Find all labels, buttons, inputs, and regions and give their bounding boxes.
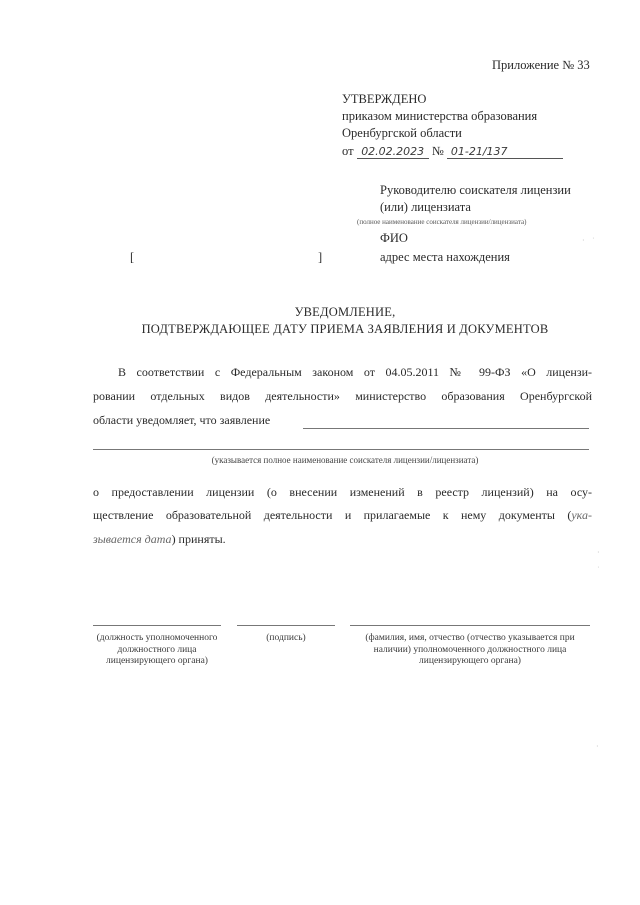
- scan-speck: ˙: [597, 565, 600, 574]
- order-number: 01-21/137: [447, 145, 563, 159]
- applicant-name-line: [303, 428, 589, 429]
- signature-caption: (подпись): [266, 633, 306, 643]
- paragraph-1-line-1: В соответствии с Федеральным законом от 04.05.2011 № 99-ФЗ «О лицензи-: [118, 365, 592, 379]
- bracket-left: [: [130, 250, 135, 264]
- paragraph-2-line-2-text: ществление образовательной деятельности и прилагаемые к нему документы (: [93, 508, 572, 522]
- position-line: [93, 625, 221, 626]
- name-line: [350, 625, 590, 626]
- addressee-fio: ФИО: [380, 231, 408, 245]
- italic-note-part-2: зывается дата: [93, 532, 172, 546]
- addressee-line-2: (или) лицензиата: [380, 200, 471, 214]
- appendix-number: Приложение № 33: [492, 58, 590, 72]
- order-line-2: Оренбургской области: [342, 126, 462, 140]
- scan-speck: ˙: [592, 236, 595, 245]
- paragraph-2-line-3: [93, 528, 226, 551]
- order-line-1: приказом министерства образования: [342, 109, 538, 123]
- italic-note-part-1: ука-: [571, 508, 592, 522]
- approved-label: УТВЕРЖДЕНО: [342, 92, 427, 106]
- addressee-address: адрес места нахождения: [380, 250, 510, 264]
- scan-speck: ·: [597, 548, 600, 557]
- paragraph-1-line-3: области уведомляет, что заявление: [93, 413, 271, 427]
- order-date-row: [342, 144, 563, 159]
- position-caption: (должность уполномоченного должностного лица лицензирующего органа): [96, 633, 218, 666]
- number-prefix: №: [431, 144, 444, 158]
- paragraph-2-line-1: о предоставлении лицензии (о внесении изменений в реестр лицензий) на осу-: [93, 485, 592, 499]
- addressee-note: (полное наименование соискателя лицензии/лицензиата): [357, 218, 527, 226]
- signature-line: [237, 625, 335, 626]
- applicant-name-line-2: [93, 449, 589, 450]
- name-caption: (фамилия, имя, отчество (отчество указывается при наличии) уполномоченного должностного лица лицензирующего органа): [365, 633, 575, 666]
- date-prefix: от: [342, 144, 354, 158]
- applicant-note: (указывается полное наименование соискателя лицензии/лицензиата): [211, 455, 479, 465]
- paragraph-1-line-2: ровании отдельных видов деятельности» министерство образования Оренбургской: [93, 389, 592, 403]
- title-line-2: ПОДТВЕРЖДАЮЩЕЕ ДАТУ ПРИЕМА ЗАЯВЛЕНИЯ И ДОКУМЕНТОВ: [141, 322, 549, 336]
- order-date: 02.02.2023: [357, 145, 429, 159]
- scan-speck: ·: [582, 236, 585, 245]
- scan-speck: ·: [596, 742, 599, 751]
- paragraph-2-line-2: [93, 504, 592, 527]
- title-line-1: УВЕДОМЛЕНИЕ,: [294, 305, 396, 319]
- bracket-right: ]: [318, 250, 323, 264]
- addressee-line-1: Руководителю соискателя лицензии: [380, 183, 571, 197]
- paragraph-2-line-3-text: ) приняты.: [171, 532, 226, 546]
